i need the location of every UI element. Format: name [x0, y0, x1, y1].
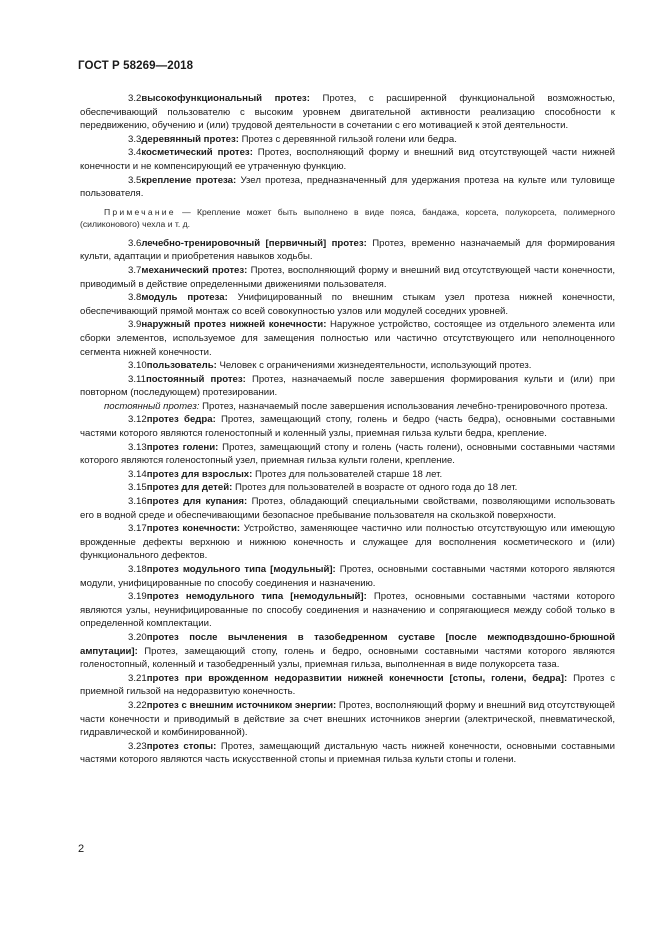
definition-number: 3.12 [128, 414, 147, 426]
definition-term: протез стопы: [146, 740, 217, 752]
definition-term: протез для детей: [146, 482, 233, 494]
definition-text: Человек с ограничениями жизнедеятельности, использующий протез. [216, 360, 532, 372]
definition-item [80, 318, 615, 359]
page-number: 2 [78, 843, 85, 855]
definition-number: 3.20 [128, 631, 147, 643]
document-header: ГОСТ Р 58269—2018 [78, 60, 194, 72]
definition-item [80, 146, 615, 173]
definition-term: высокофункциональный протез: [141, 93, 310, 104]
definition-item [80, 413, 615, 440]
definition-item [80, 631, 615, 672]
definition-text: Протез, восполняющий форму и внешний вид отсутствующей части конечности, приводимый в действие определенными движениями пользователя. [80, 264, 615, 290]
definition-text: Протез, замещающий стопу, голень и бедро, основными составными частями которого являются голеностопный, коленный и тазобедренный узлы, приемная гильза, выполненная в виде полукорсета таза. [80, 645, 615, 671]
definition-number: 3.6 [128, 237, 142, 249]
definition-term: протез для взрослых: [146, 468, 253, 480]
definition-item [80, 359, 615, 373]
definition-item [80, 237, 615, 264]
definition-number: 3.15 [128, 482, 147, 494]
alt-term: постоянный протез: [104, 400, 200, 412]
definition-text: Протез, основными составными частями которого являются узлы, неунифицированные по способу соединения и назначению и сопрягающиеся между собой только в определенной комплектации. [80, 591, 615, 630]
note-label: Примечание [104, 206, 176, 217]
definition-number: 3.4 [128, 147, 142, 159]
definition-number: 3.3 [128, 133, 142, 145]
definition-term: лечебно-тренировочный [первичный] протез: [141, 237, 367, 249]
definition-text: Наружное устройство, состоящее из отдельного элемента или сборки элементов, используемое для замещения полностью или частично отсутствующего или неполноценного сегмента нижней конечности. [80, 319, 615, 358]
definition-number: 3.13 [128, 441, 147, 453]
definition-number: 3.17 [128, 523, 147, 535]
definition-number: 3.11 [128, 373, 146, 385]
definition-text: Унифицированный по внешним стыкам узел протеза нижней конечности, обеспечивающий прямой монтаж со всей совокупностью узлов или модулей соседних уровней. [80, 292, 616, 317]
definition-text: Протез, замещающий стопу, голень и бедро (часть бедра), основными составными частями которого являются голеностопный и коленный узлы, приемная гильза культи бедра, крепление. [80, 414, 615, 440]
definition-text: Протез, замещающий стопу и голень (часть голени), основными составными частями которого являются голеностопный узел, приемная гильза культи голени, крепление. [80, 441, 615, 467]
definition-number: 3.5 [128, 174, 142, 186]
definition-text: Протез с деревянной гильзой голени или бедра. [238, 133, 457, 145]
definition-text: Устройство, заменяющее частично или полностью отсутствующую или имеющую врожденные дефекты верхнюю и нижнюю конечность и служащее для восполнения косметического и (или) функционального дефектов. [80, 523, 615, 562]
definition-term: протез бедра: [146, 414, 216, 426]
definition-number: 3.21 [128, 672, 147, 684]
definition-term: протез с внешним источником энергии: [146, 699, 337, 711]
definition-text: Узел протеза, предназначенный для удержания протеза на культе или туловище пользователя. [80, 174, 615, 200]
definition-number: 3.9 [128, 319, 142, 331]
definitions-group-2 [80, 237, 615, 400]
definition-item [80, 441, 615, 468]
definition-term: крепление протеза: [141, 174, 237, 186]
definition-item [80, 672, 615, 699]
definition-item [80, 699, 615, 740]
definition-item [80, 481, 615, 495]
definition-number: 3.19 [128, 591, 147, 603]
definition-term: протез модульного типа [модульный]: [146, 564, 336, 575]
definition-text: Протез, восполняющий форму и внешний вид отсутствующей части нижней конечности и не компенсирующий ее утраченную функцию. [80, 147, 615, 172]
definition-text: Протез для пользователей в возрасте от одного года до 18 лет. [232, 482, 518, 494]
definition-item [80, 291, 615, 318]
note-text: — Крепление может быть выполнено в виде пояса, бандажа, корсета, полукорсета, полимерного (силиконового) чехла и т. д. [80, 206, 615, 229]
alt-term-definition [80, 400, 615, 414]
definition-item [80, 563, 615, 590]
definition-term: пользователь: [146, 360, 217, 372]
definition-item [80, 133, 615, 147]
document-body [80, 92, 615, 767]
definition-text: Протез с приемной гильзой на недоразвитую конечность. [80, 672, 616, 698]
definition-text: Протез, временно назначаемый для формирования культи, адаптации и приобретения навыков ходьбы. [80, 237, 616, 263]
definition-number: 3.8 [128, 292, 142, 304]
definition-item [80, 522, 615, 563]
definition-term: протез для купания: [146, 496, 248, 508]
definition-term: протез конечности: [146, 523, 241, 535]
definition-number: 3.14 [128, 468, 147, 480]
definition-term: протез голени: [146, 441, 219, 453]
definition-item [80, 590, 615, 631]
definition-term: косметический протез: [141, 147, 253, 159]
definition-item [80, 174, 615, 201]
definition-item [80, 92, 615, 133]
definition-number: 3.18 [128, 564, 147, 575]
definitions-group-1 [80, 92, 615, 201]
definition-term: постоянный протез: [145, 373, 246, 385]
definition-item [80, 740, 615, 767]
definition-term: деревянный протез: [141, 133, 239, 145]
definition-text: Протез, с расширенной функциональной возможностью, обеспечивающий пользователю с высоким уровнем двигательной активности реализацию способности к передвижению, обучению и (или) трудовой деятельности в сочетании с его мотивацией к этой деятельности. [80, 93, 615, 132]
definition-text: Протез, замещающий дистальную часть нижней конечности, основными составными частями которого являются часть искусственной стопы и приемная гильза культи стопы и голени. [80, 740, 615, 766]
definition-term: наружный протез нижней конечности: [141, 319, 327, 331]
definition-text: Протез, назначаемый после завершения формирования культи и (или) при повторном (последующем) протезировании. [80, 373, 616, 399]
definition-text: Протез, восполняющий форму и внешний вид отсутствующей части конечности и приводимый в действие за счет внешних источников энергии (электрической, пневматической, гидравлической и комбинированной). [80, 699, 616, 739]
definition-text: Протез для пользователей старше 18 лет. [252, 468, 443, 480]
definition-item [80, 264, 615, 291]
definition-number: 3.22 [128, 699, 147, 711]
definition-term: протез при врожденном недоразвитии нижней конечности [стопы, голени, бедра]: [146, 672, 568, 684]
definition-number: 3.23 [128, 740, 147, 752]
definition-term: модуль протеза: [141, 292, 228, 304]
note [80, 206, 615, 230]
definition-item [80, 495, 615, 522]
definition-number: 3.10 [128, 360, 147, 372]
definition-term: протез немодульного типа [немодульный]: [146, 591, 367, 603]
definition-term: механический протез: [141, 264, 248, 276]
definition-term: протез после вычленения в тазобедренном суставе [после межподвздошно-брюшной ампутации]: [80, 631, 615, 657]
alt-term-text: Протез, назначаемый после завершения использования лечебно-тренировочного протеза. [199, 400, 608, 412]
definition-item [80, 373, 615, 400]
definition-number: 3.2 [128, 93, 142, 104]
definition-text: Протез, обладающий специальными свойствами, позволяющими использовать его в водной среде и обеспечивающими безопасное пребывание пользователя на скользкой поверхности. [80, 496, 615, 521]
definitions-group-3 [80, 413, 615, 766]
definition-item [80, 468, 615, 482]
definition-number: 3.7 [128, 264, 142, 276]
definition-number: 3.16 [128, 496, 147, 508]
definition-text: Протез, основными составными частями которого являются модули, унифицированные по способу соединения и назначению. [80, 564, 615, 589]
